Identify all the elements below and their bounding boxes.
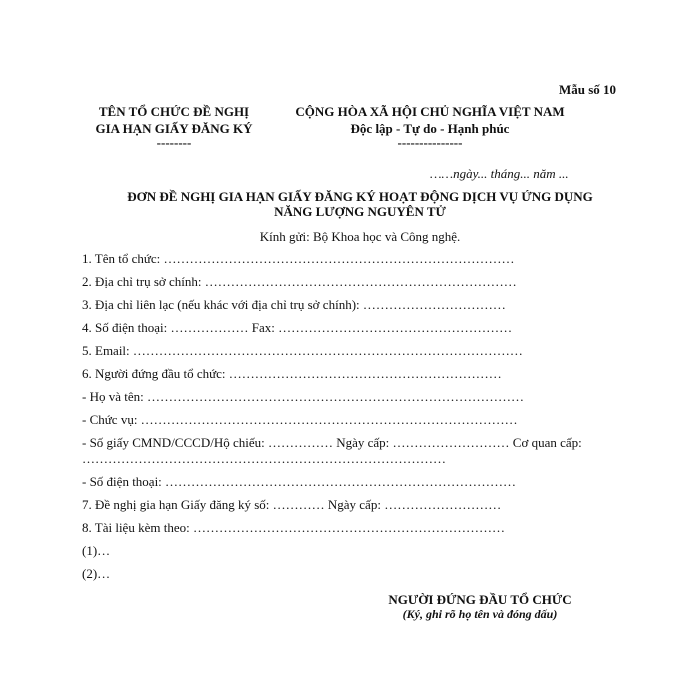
national-header-line2: Độc lập - Tự do - Hạnh phúc bbox=[350, 121, 510, 136]
field-contact-address: 3. Địa chỉ liên lạc (nếu khác với địa chỉ trụ sở chính): …………………………… bbox=[82, 297, 506, 312]
field-email: 5. Email: ……………………………………………………………………………… bbox=[82, 343, 523, 358]
field-position: - Chức vụ: …………………………………………………………………………… bbox=[82, 412, 518, 427]
recipient: Kính gửi: Bộ Khoa học và Công nghệ. bbox=[259, 229, 461, 244]
field-phone-fax: 4. Số điện thoại: ……………… Fax: ……………………………………………… bbox=[82, 320, 513, 335]
field-item1: (1)… bbox=[82, 543, 111, 558]
title-line1: ĐƠN ĐỀ NGHỊ GIA HẠN GIẤY ĐĂNG KÝ HOẠT ĐỘNG DỊCH VỤ ỨNG DỤNG bbox=[127, 189, 593, 204]
org-header-separator: -------- bbox=[156, 135, 192, 150]
national-header-line1: CỘNG HÒA XÃ HỘI CHỦ NGHĨA VIỆT NAM bbox=[295, 104, 565, 119]
field-org-name: 1. Tên tổ chức: ……………………………………………………………………… bbox=[82, 251, 515, 266]
field-head-office: 2. Địa chỉ trụ sở chính: ……………………………………………………………… bbox=[82, 274, 517, 289]
national-header-separator: --------------- bbox=[397, 135, 463, 150]
org-header-line2: GIA HẠN GIẤY ĐĂNG KÝ bbox=[95, 121, 253, 136]
field-attachments: 8. Tài liệu kèm theo: ……………………………………………………………… bbox=[82, 520, 505, 535]
title-line2: NĂNG LƯỢNG NGUYÊN TỬ bbox=[274, 204, 446, 219]
field-item2: (2)… bbox=[82, 566, 111, 581]
signature-title: NGƯỜI ĐỨNG ĐẦU TỔ CHỨC bbox=[388, 592, 572, 607]
field-id-line2: ………………………………………………………………………… bbox=[82, 451, 446, 466]
field-person-phone: - Số điện thoại: ……………………………………………………………………… bbox=[82, 474, 517, 489]
field-head-of-org: 6. Người đứng đầu tổ chức: ……………………………………………………… bbox=[82, 366, 502, 381]
org-header-line1: TÊN TỔ CHỨC ĐỀ NGHỊ bbox=[98, 104, 250, 119]
field-extension-request: 7. Đề nghị gia hạn Giấy đăng ký số: ………… Ngày cấp: ……………………… bbox=[82, 497, 502, 512]
form-number: Mẫu số 10 bbox=[559, 82, 617, 97]
date-line: ……ngày... tháng... năm ... bbox=[430, 166, 569, 181]
field-full-name: - Họ và tên: …………………………………………………………………………… bbox=[82, 389, 524, 404]
field-id-line1: - Số giấy CMND/CCCD/Hộ chiếu: …………… Ngày cấp: ……………………… Cơ quan cấp: bbox=[82, 435, 582, 450]
signature-note: (Ký, ghi rõ họ tên và đóng dấu) bbox=[402, 607, 558, 621]
